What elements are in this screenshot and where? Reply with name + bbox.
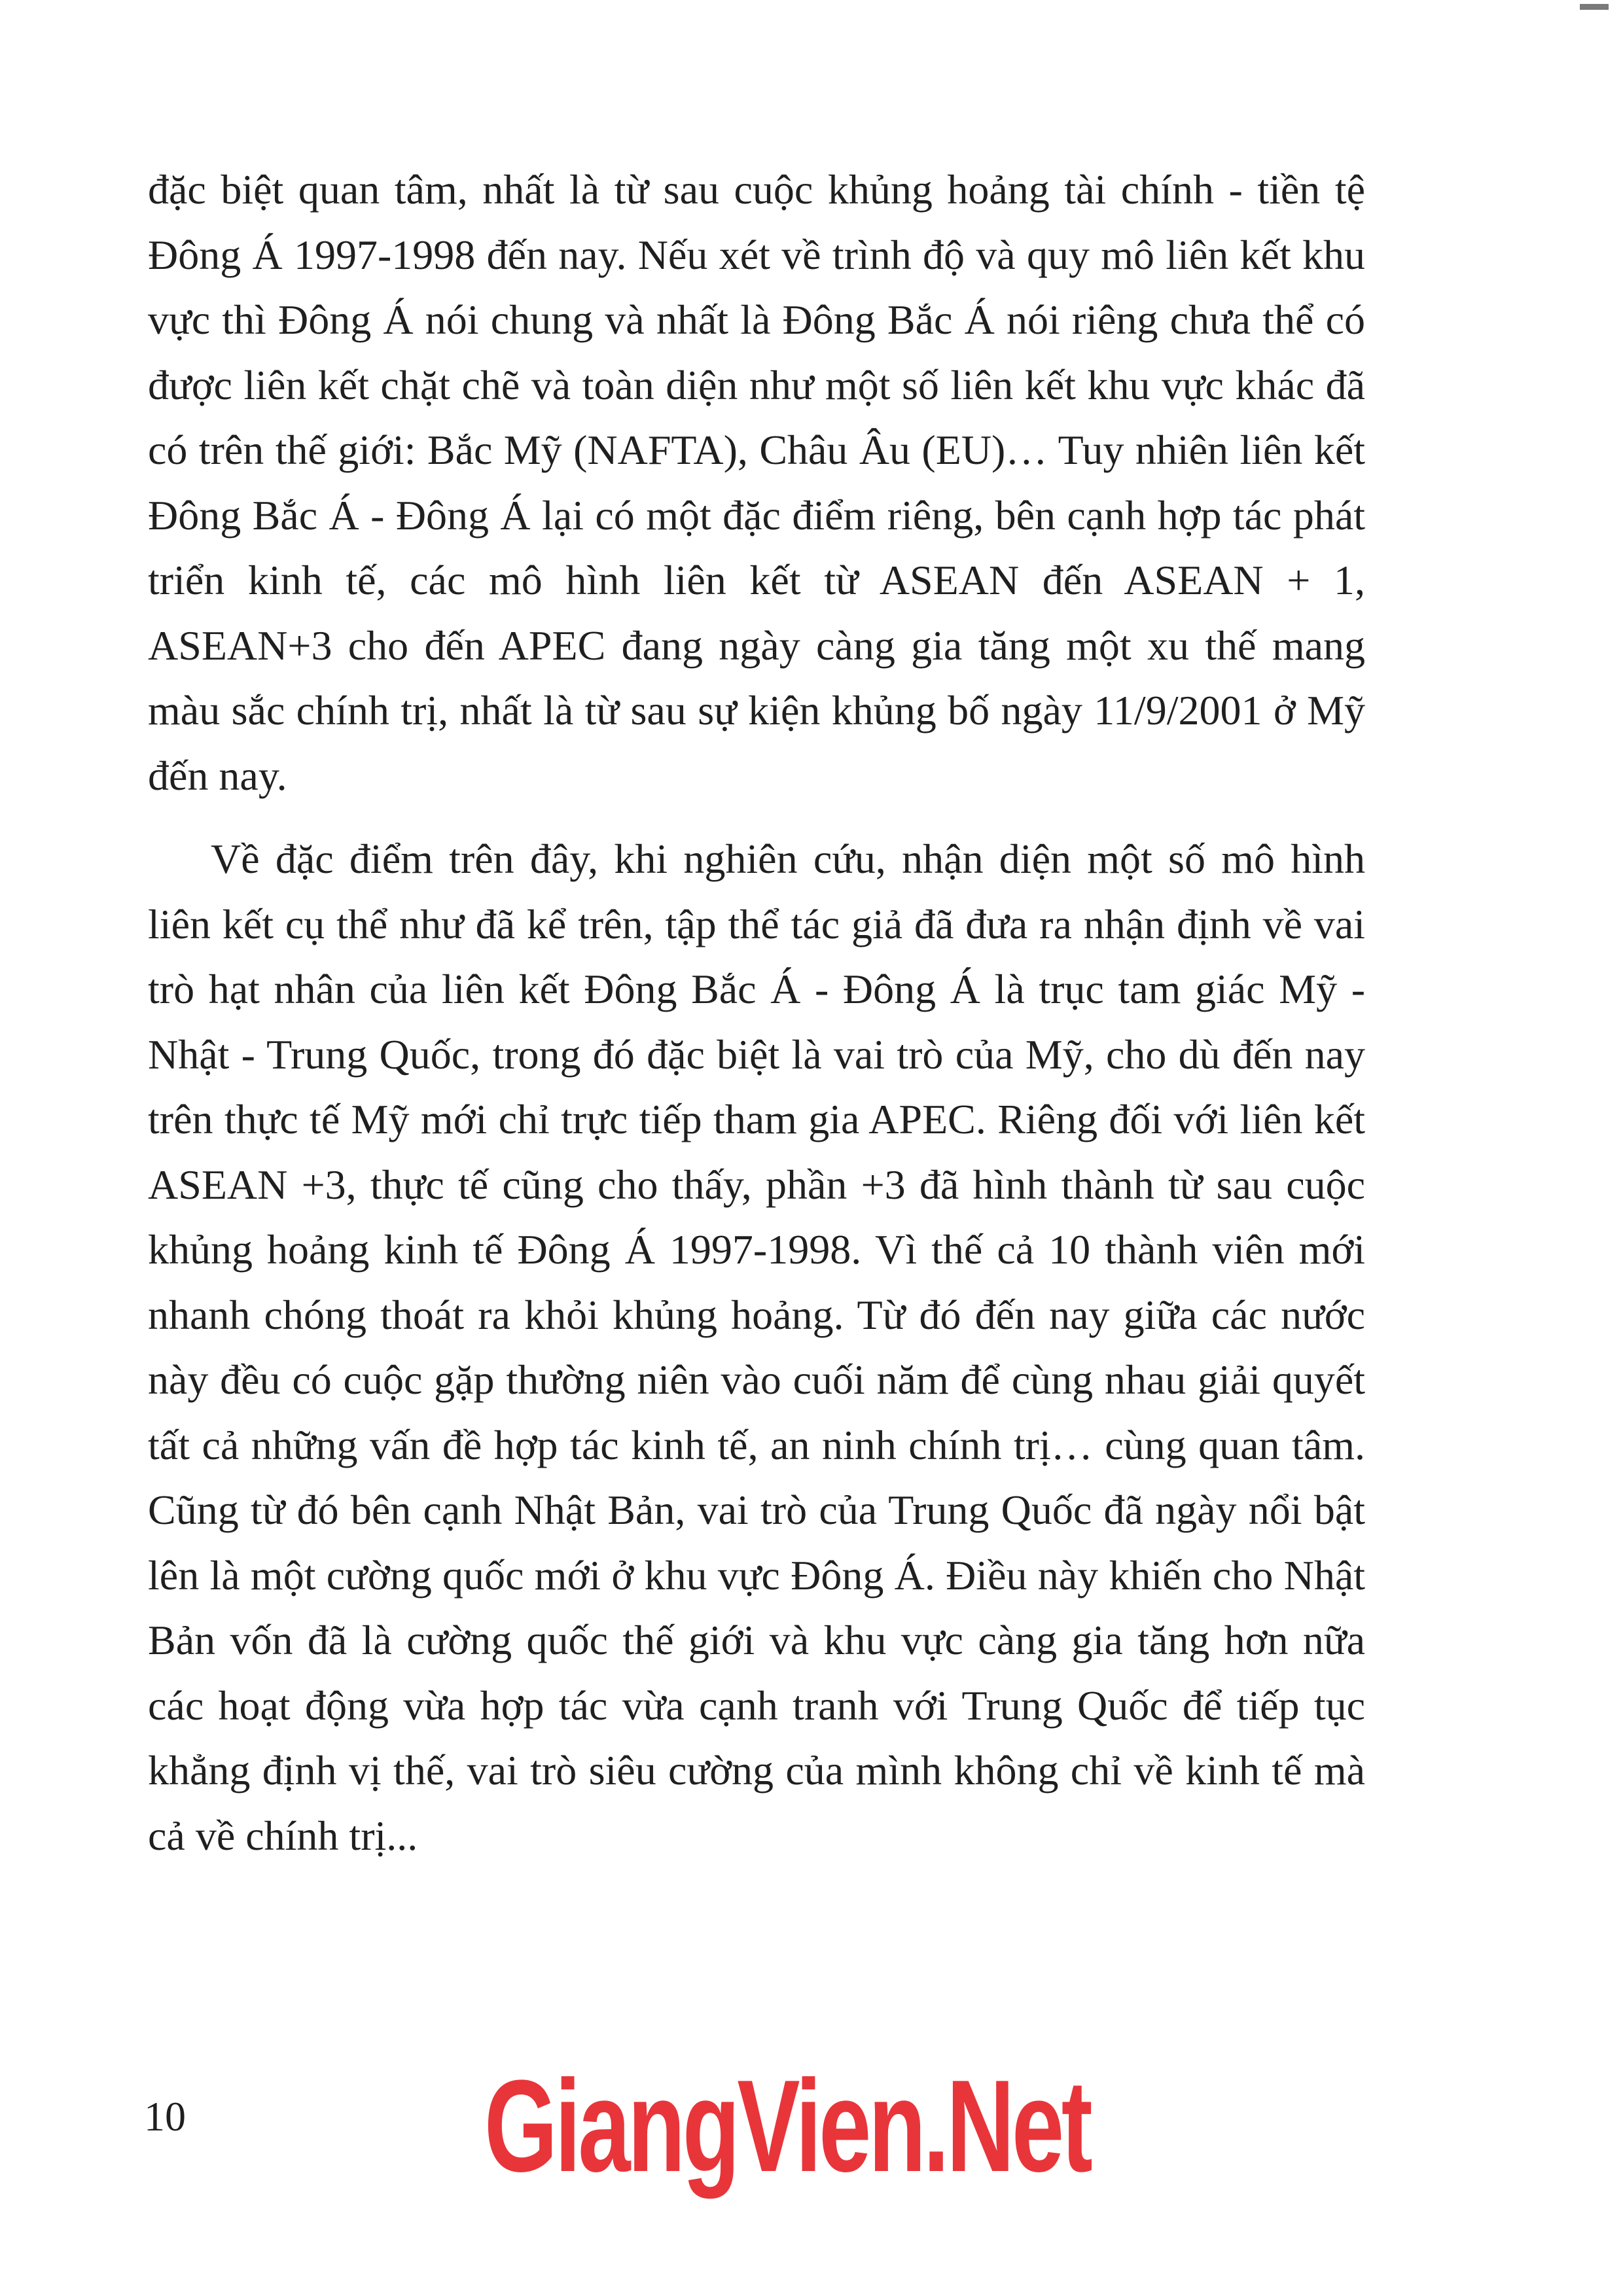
page-number: 10 <box>144 2093 186 2140</box>
watermark-logo: GiangVien.Net <box>484 2053 1090 2199</box>
body-text <box>148 157 1365 1868</box>
paragraph-1: đặc biệt quan tâm, nhất là từ sau cuộc khủng hoảng tài chính - tiền tệ Đông Á 1997-1998 đến nay. Nếu xét về trình độ và quy mô liên kết khu vực thì Đông Á nói chung và nhất là Đông Bắc Á nói riêng chưa thể có được liên kết chặt chẽ và toàn diện như một số liên kết khu vực khác đã có trên thế giới: Bắc Mỹ (NAFTA), Châu Âu (EU)… Tuy nhiên liên kết Đông Bắc Á - Đông Á lại có một đặc điểm riêng, bên cạnh hợp tác phát triển kinh tế, các mô hình liên kết từ ASEAN đến ASEAN + 1, ASEAN+3 cho đến APEC đang ngày càng gia tăng một xu thế mang màu sắc chính trị, nhất là từ sau sự kiện khủng bố ngày 11/9/2001 ở Mỹ đến nay. <box>148 166 1365 799</box>
paragraph-2: Về đặc điểm trên đây, khi nghiên cứu, nhận diện một số mô hình liên kết cụ thể như đã kể trên, tập thể tác giả đã đưa ra nhận định về vai trò hạt nhân của liên kết Đông Bắc Á - Đông Á là trục tam giác Mỹ - Nhật - Trung Quốc, trong đó đặc biệt là vai trò của Mỹ, cho dù đến nay trên thực tế Mỹ mới chỉ trực tiếp tham gia APEC. Riêng đối với liên kết ASEAN +3, thực tế cũng cho thấy, phần +3 đã hình thành từ sau cuộc khủng hoảng kinh tế Đông Á 1997-1998. Vì thế cả 10 thành viên mới nhanh chóng thoát ra khỏi khủng hoảng. Từ đó đến nay giữa các nước này đều có cuộc gặp thường niên vào cuối năm để cùng nhau giải quyết tất cả những vấn đề hợp tác kinh tế, an ninh chính trị… cùng quan tâm. Cũng từ đó bên cạnh Nhật Bản, vai trò của Trung Quốc đã ngày nổi bật lên là một cường quốc mới ở khu vực Đông Á. Điều này khiến cho Nhật Bản vốn đã là cường quốc thế giới và khu vực càng gia tăng hơn nữa các hoạt động vừa hợp tác vừa cạnh tranh với Trung Quốc để tiếp tục khẳng định vị thế, vai trò siêu cường của mình không chỉ về kinh tế mà cả về chính trị... <box>148 836 1365 1859</box>
scan-edge-mark <box>1580 4 1609 10</box>
